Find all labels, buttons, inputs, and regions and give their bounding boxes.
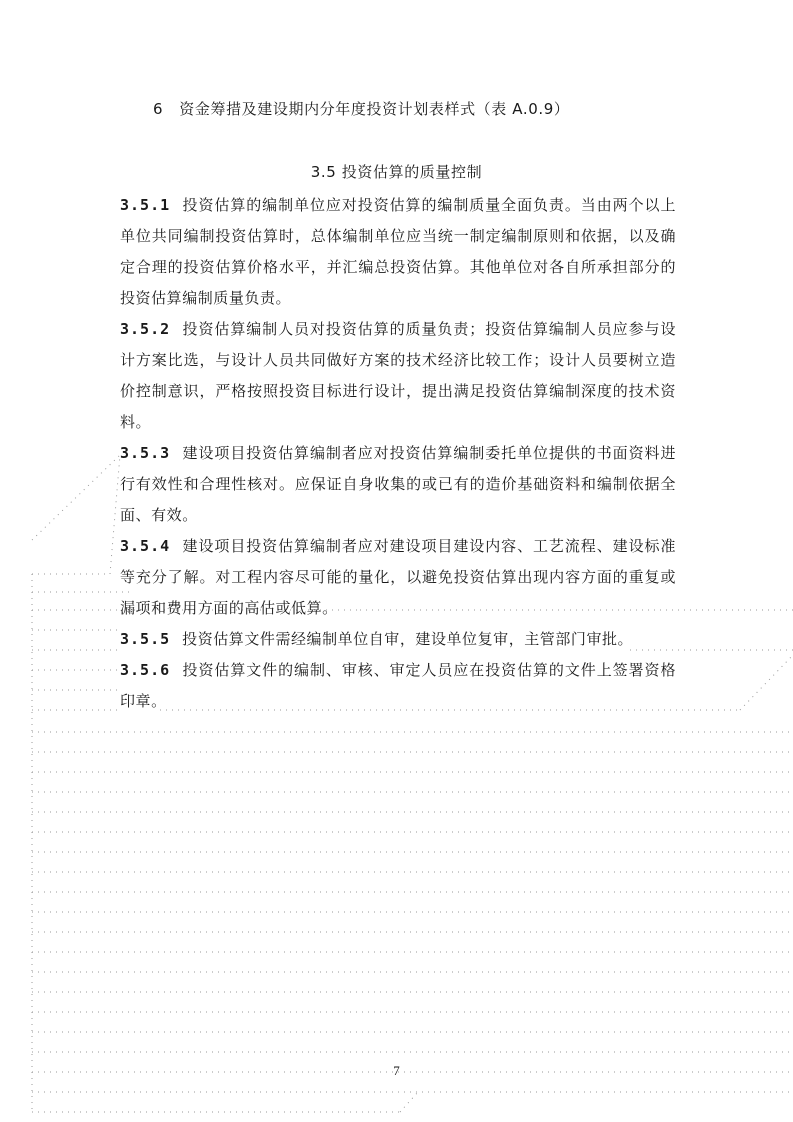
clause-number: 3.5.6 — [120, 661, 171, 679]
clause-text: 建设项目投资估算编制者应对投资估算编制委托单位提供的书面资料进行有效性和合理性核对。应保证自身收集的或已有的造价基础资料和编制依据全面、有效。 — [120, 444, 676, 524]
section-title: 3.5 投资估算的质量控制 — [310, 163, 483, 181]
clause-3-5-4 — [120, 531, 676, 624]
clause-3-5-1 — [120, 190, 676, 314]
clause-number: 3.5.5 — [120, 630, 171, 648]
clause-text: 建设项目投资估算编制者应对建设项目建设内容、工艺流程、建设标准等充分了解。对工程内容尽可能的量化，以避免投资估算出现内容方面的重复或漏项和费用方面的高估或低算。 — [120, 537, 676, 617]
clause-3-5-3 — [120, 438, 676, 531]
clause-3-5-2 — [120, 314, 676, 438]
clause-3-5-5 — [120, 624, 676, 655]
clause-list — [120, 190, 676, 717]
clause-number: 3.5.4 — [120, 537, 171, 555]
clause-number: 3.5.1 — [120, 196, 171, 214]
intro-number: 6 — [153, 100, 164, 118]
page-number: 7 — [393, 1063, 400, 1078]
clause-text: 投资估算编制人员对投资估算的质量负责；投资估算编制人员应参与设计方案比选，与设计人员共同做好方案的技术经济比较工作；设计人员要树立造价控制意识，严格按照投资目标进行设计，提出满足投资估算编制深度的技术资料。 — [120, 320, 676, 431]
intro-line — [153, 98, 569, 119]
clause-text: 投资估算文件的编制、审核、审定人员应在投资估算的文件上签署资格印章。 — [120, 661, 676, 710]
clause-number: 3.5.2 — [120, 320, 171, 338]
intro-text: 资金筹措及建设期内分年度投资计划表样式（表 A.0.9） — [179, 100, 570, 118]
clause-text: 投资估算的编制单位应对投资估算的编制质量全面负责。当由两个以上单位共同编制投资估算时，总体编制单位应当统一制定编制原则和依据，以及确定合理的投资估算价格水平，并汇编总投资估算。其他单位对各自所承担部分的投资估算编制质量负责。 — [120, 196, 676, 307]
clause-text: 投资估算文件需经编制单位自审，建设单位复审，主管部门审批。 — [182, 630, 634, 648]
clause-number: 3.5.3 — [120, 444, 171, 462]
clause-3-5-6 — [120, 655, 676, 717]
